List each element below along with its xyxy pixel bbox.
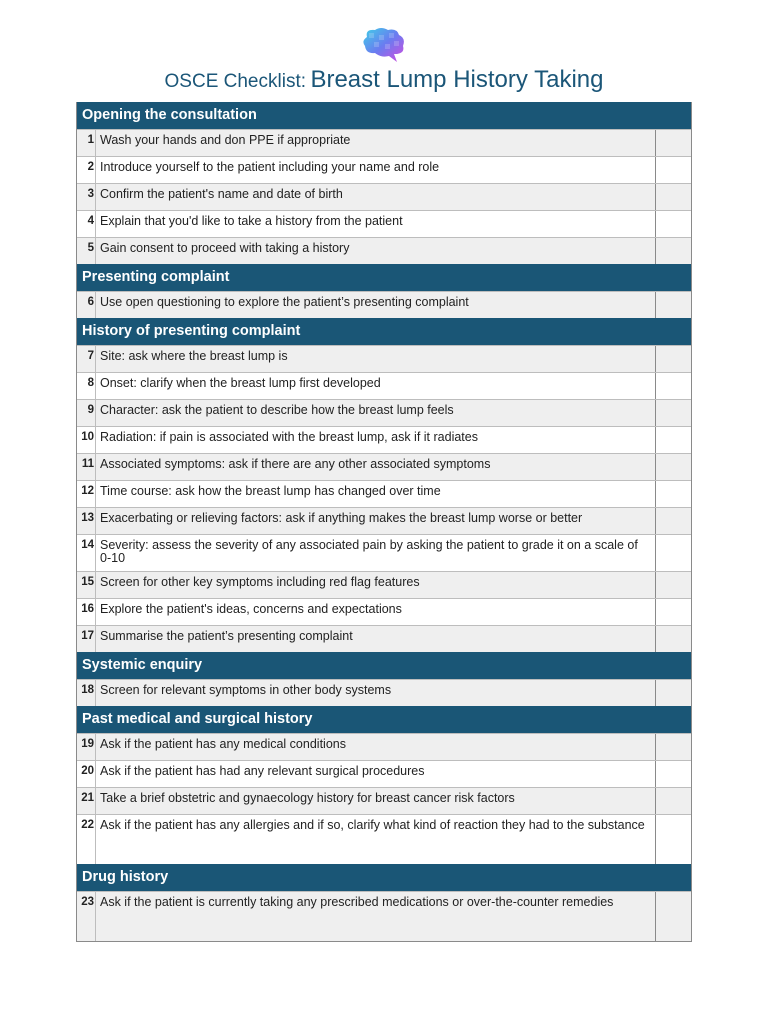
section-heading: Opening the consultation — [77, 102, 691, 129]
item-number: 23 — [77, 892, 96, 941]
item-text: Time course: ask how the breast lump has changed over time — [100, 484, 441, 498]
item-text: Exacerbating or relieving factors: ask if anything makes the breast lump worse or better — [100, 511, 583, 525]
item-number: 4 — [77, 211, 96, 237]
section-heading: Presenting complaint — [77, 264, 691, 291]
section-heading: Systemic enquiry — [77, 652, 691, 679]
checkbox-cell[interactable] — [655, 734, 691, 760]
item-number: 22 — [77, 815, 96, 864]
item-number: 5 — [77, 238, 96, 264]
item-text: Introduce yourself to the patient including your name and role — [100, 160, 440, 174]
item-text: Character: ask the patient to describe how the breast lump feels — [100, 403, 454, 417]
item-text: Screen for relevant symptoms in other body systems — [100, 683, 392, 697]
checkbox-cell[interactable] — [655, 572, 691, 598]
item-text: Gain consent to proceed with taking a history — [100, 241, 350, 255]
checkbox-cell[interactable] — [655, 626, 691, 652]
item-number: 19 — [77, 734, 96, 760]
checkbox-cell[interactable] — [655, 815, 691, 864]
checklist-row — [77, 183, 691, 210]
section-heading: History of presenting complaint — [77, 318, 691, 345]
item-text: Radiation: if pain is associated with the breast lump, ask if it radiates — [100, 430, 478, 444]
checkbox-cell[interactable] — [655, 157, 691, 183]
item-text: Explain that you'd like to take a history from the patient — [100, 214, 403, 228]
checklist-row — [77, 453, 691, 480]
checklist-row — [77, 534, 691, 571]
item-text: Explore the patient's ideas, concerns and expectations — [100, 602, 402, 616]
item-text: Associated symptoms: ask if there are any other associated symptoms — [100, 457, 491, 471]
section-heading: Past medical and surgical history — [77, 706, 691, 733]
checklist-row — [77, 345, 691, 372]
item-number: 7 — [77, 346, 96, 372]
title-prefix: OSCE Checklist: — [164, 71, 306, 92]
item-text: Ask if the patient has any allergies and if so, clarify what kind of reaction they had to the substance — [100, 818, 645, 832]
checklist-row — [77, 787, 691, 814]
checklist-row — [77, 891, 691, 941]
checklist-row — [77, 399, 691, 426]
checklist-row — [77, 372, 691, 399]
checkbox-cell[interactable] — [655, 373, 691, 399]
checklist-row — [77, 598, 691, 625]
checkbox-cell[interactable] — [655, 130, 691, 156]
checkbox-cell[interactable] — [655, 761, 691, 787]
item-text: Ask if the patient is currently taking any prescribed medications or over-the-counter remedies — [100, 895, 614, 909]
checklist-row — [77, 129, 691, 156]
checklist-row — [77, 571, 691, 598]
checkbox-cell[interactable] — [655, 788, 691, 814]
checklist-row — [77, 480, 691, 507]
checklist-row — [77, 507, 691, 534]
checklist-row — [77, 237, 691, 264]
item-number: 18 — [77, 680, 96, 706]
item-number: 9 — [77, 400, 96, 426]
checklist-row — [77, 156, 691, 183]
checklist-row — [77, 625, 691, 652]
item-text: Confirm the patient's name and date of birth — [100, 187, 343, 201]
checkbox-cell[interactable] — [655, 892, 691, 941]
checklist-row — [77, 291, 691, 318]
checkbox-cell[interactable] — [655, 211, 691, 237]
item-text: Summarise the patient’s presenting complaint — [100, 629, 353, 643]
item-number: 17 — [77, 626, 96, 652]
item-number: 11 — [77, 454, 96, 480]
item-number: 10 — [77, 427, 96, 453]
section-heading: Drug history — [77, 864, 691, 891]
item-number: 13 — [77, 508, 96, 534]
checklist-table — [76, 102, 692, 942]
item-number: 21 — [77, 788, 96, 814]
item-number: 3 — [77, 184, 96, 210]
item-number: 6 — [77, 292, 96, 318]
checkbox-cell[interactable] — [655, 238, 691, 264]
item-number: 1 — [77, 130, 96, 156]
item-number: 16 — [77, 599, 96, 625]
checkbox-cell[interactable] — [655, 400, 691, 426]
item-text: Screen for other key symptoms including red flag features — [100, 575, 420, 589]
item-text: Onset: clarify when the breast lump first developed — [100, 376, 381, 390]
item-text: Site: ask where the breast lump is — [100, 349, 288, 363]
checkbox-cell[interactable] — [655, 680, 691, 706]
checkbox-cell[interactable] — [655, 454, 691, 480]
page-title — [0, 66, 768, 94]
item-text: Wash your hands and don PPE if appropriate — [100, 133, 351, 147]
item-text: Use open questioning to explore the patient’s presenting complaint — [100, 295, 469, 309]
checkbox-cell[interactable] — [655, 508, 691, 534]
item-number: 15 — [77, 572, 96, 598]
checkbox-cell[interactable] — [655, 535, 691, 571]
checkbox-cell[interactable] — [655, 599, 691, 625]
item-text: Ask if the patient has had any relevant surgical procedures — [100, 764, 425, 778]
item-text: Severity: assess the severity of any associated pain by asking the patient to grade it on a scale of 0-10 — [100, 538, 638, 565]
checkbox-cell[interactable] — [655, 481, 691, 507]
title-main: Breast Lump History Taking — [310, 66, 604, 93]
checkbox-cell[interactable] — [655, 427, 691, 453]
item-number: 20 — [77, 761, 96, 787]
checklist-row — [77, 679, 691, 706]
item-number: 14 — [77, 535, 96, 571]
item-text: Take a brief obstetric and gynaecology history for breast cancer risk factors — [100, 791, 515, 805]
checkbox-cell[interactable] — [655, 184, 691, 210]
checklist-row — [77, 210, 691, 237]
checklist-row — [77, 760, 691, 787]
checkbox-cell[interactable] — [655, 292, 691, 318]
item-text: Ask if the patient has any medical conditions — [100, 737, 346, 751]
item-number: 2 — [77, 157, 96, 183]
item-number: 8 — [77, 373, 96, 399]
checklist-row — [77, 426, 691, 453]
brain-icon — [361, 27, 407, 63]
item-number: 12 — [77, 481, 96, 507]
checklist-row — [77, 733, 691, 760]
checklist-row — [77, 814, 691, 864]
checkbox-cell[interactable] — [655, 346, 691, 372]
